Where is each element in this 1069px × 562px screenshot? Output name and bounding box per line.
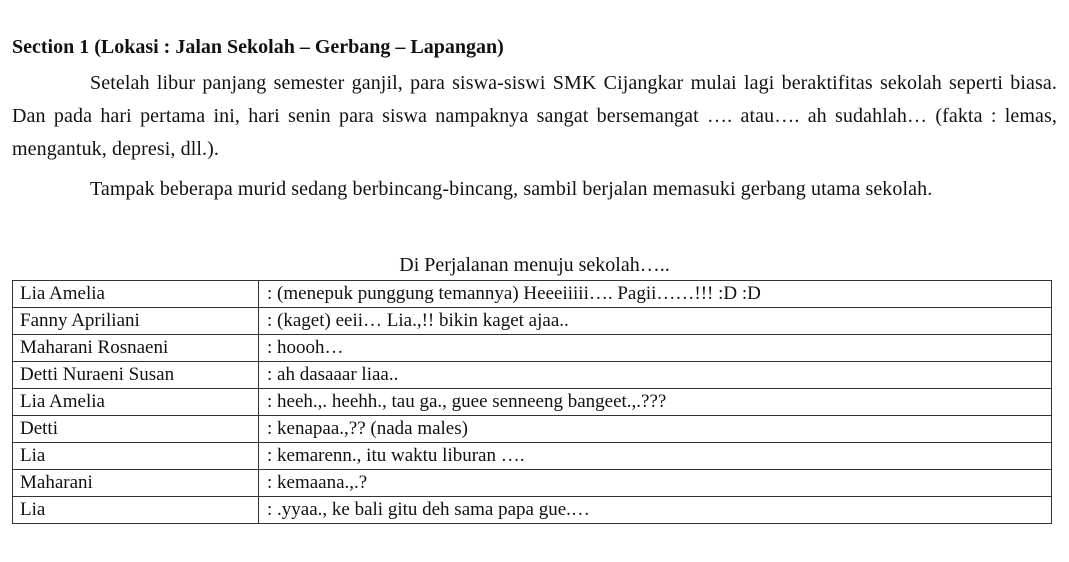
dialogue-line: : ah dasaaar liaa.. (259, 362, 1052, 389)
speaker-name: Lia (13, 443, 259, 470)
dialogue-row (13, 335, 1052, 362)
paragraph-scene-text: Tampak beberapa murid sedang berbincang-bincang, sambil berjalan memasuki gerbang utama sekolah. (90, 178, 933, 200)
dialogue-line: : heeh.,. heehh., tau ga., guee senneeng bangeet.,.??? (259, 389, 1052, 416)
dialogue-caption: Di Perjalanan menuju sekolah….. (399, 254, 670, 276)
dialogue-row (13, 497, 1052, 524)
paragraph-intro (12, 67, 1057, 166)
dialogue-row (13, 281, 1052, 308)
dialogue-row (13, 416, 1052, 443)
section-heading: Section 1 (Lokasi : Jalan Sekolah – Gerbang – Lapangan) (12, 36, 504, 58)
speaker-name: Lia Amelia (13, 389, 259, 416)
speaker-name: Fanny Apriliani (13, 308, 259, 335)
speaker-name: Detti Nuraeni Susan (13, 362, 259, 389)
dialogue-table (12, 280, 1052, 524)
speaker-name: Lia Amelia (13, 281, 259, 308)
dialogue-row (13, 470, 1052, 497)
speaker-name: Maharani (13, 470, 259, 497)
dialogue-line: : hoooh… (259, 335, 1052, 362)
dialogue-line: : kenapaa.,?? (nada males) (259, 416, 1052, 443)
paragraph-intro-text: Setelah libur panjang semester ganjil, para siswa-siswi SMK Cijangkar mulai lagi beraktifitas sekolah seperti biasa. Dan pada hari pertama ini, hari senin para siswa nampaknya sangat bersemangat …. atau…. ah sudahlah… (fakta : lemas, mengantuk, depresi, dll.). (12, 72, 1057, 160)
dialogue-row (13, 362, 1052, 389)
speaker-name: Maharani Rosnaeni (13, 335, 259, 362)
dialogue-line: : kemarenn., itu waktu liburan …. (259, 443, 1052, 470)
dialogue-line: : kemaana.,.? (259, 470, 1052, 497)
dialogue-row (13, 443, 1052, 470)
dialogue-row (13, 389, 1052, 416)
paragraph-scene (12, 173, 1057, 206)
dialogue-line: : (kaget) eeii… Lia.,!! bikin kaget ajaa.. (259, 308, 1052, 335)
dialogue-row (13, 308, 1052, 335)
speaker-name: Detti (13, 416, 259, 443)
speaker-name: Lia (13, 497, 259, 524)
dialogue-line: : .yyaa., ke bali gitu deh sama papa gue.… (259, 497, 1052, 524)
dialogue-line: : (menepuk punggung temannya) Heeeiiiii…. Pagii……!!! :D :D (259, 281, 1052, 308)
